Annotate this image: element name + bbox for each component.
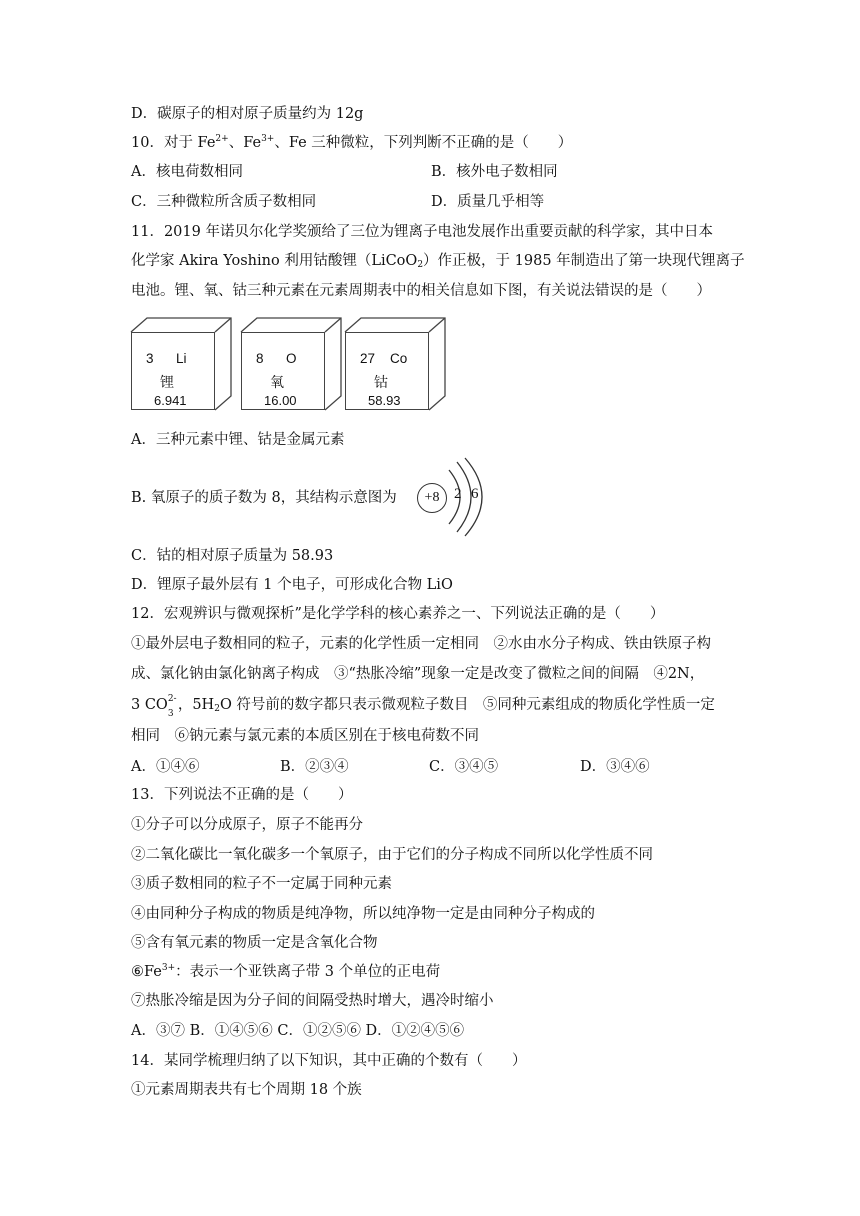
q10-option-b: B．核外电子数相同 <box>431 164 558 180</box>
q13-statement-7: ⑦热胀冷缩是因为分子间的间隔受热时增大，遇冷时缩小 <box>131 993 494 1009</box>
q12-option-a: A．①④⑥ <box>131 759 200 775</box>
q11-stem-line2: 化学家 Akira Yoshino 利用钴酸锂（LiCoO$_2$）作正极，于 1985 年制造出了第一块现代锂离子 <box>131 253 745 270</box>
q11-option-d: D．锂原子最外层有 1 个电子，可形成化合物 LiO <box>131 577 453 593</box>
element-symbol: Co <box>390 351 408 366</box>
nucleus-circle: +8 <box>417 483 447 513</box>
element-name: 钴 <box>374 375 388 391</box>
q11-option-c: C．钴的相对原子质量为 58.93 <box>131 548 334 564</box>
q13-options: A．③⑦ B．①④⑤⑥ C．①②⑤⑥ D．①②④⑤⑥ <box>131 1023 465 1039</box>
q13-statement-2: ②二氧化碳比一氧化碳多一个氧原子，由于它们的分子构成不同所以化学性质不同 <box>131 847 653 863</box>
element-symbol: O <box>286 351 297 366</box>
atomic-number: 27 <box>360 351 376 366</box>
atomic-mass: 58.93 <box>368 393 401 408</box>
shell1-electrons: 2 <box>454 486 462 502</box>
q13-statement-4: ④由同种分子构成的物质是纯净物，所以纯净物一定是由同种分子构成的 <box>131 906 595 922</box>
q10-option-d: D．质量几乎相等 <box>431 194 545 210</box>
element-name: 氧 <box>270 375 284 391</box>
q13-statement-3: ③质子数相同的粒子不一定属于同种元素 <box>131 876 392 892</box>
q14-stem: 14．某同学梳理归纳了以下知识，其中正确的个数有（ ） <box>131 1053 527 1069</box>
q13-statement-6: $⑥Fe^{3+}$：表示一个亚铁离子带 3 个单位的正电荷 <box>131 963 441 980</box>
q11-stem-line1: 11．2019 年诺贝尔化学奖颁给了三位为锂离子电池发展作出重要贡献的科学家，其中日本 <box>131 224 713 240</box>
q12-line2: 成、氯化钠由氯化钠离子构成 ③“热胀冷缩”现象一定是改变了微粒之间的间隔 ④2N， <box>131 666 705 682</box>
q10-option-c: C．三种微粒所含质子数相同 <box>131 194 317 210</box>
q10-stem: 10．对于 $Fe^{2+}$、$Fe^{3+}$、Fe 三种微粒，下列判断不正确的是（ ） <box>131 134 573 151</box>
q12-option-b: B．②③④ <box>280 759 349 775</box>
shell2-electrons: 6 <box>471 486 479 502</box>
q11-option-a: A．三种元素中锂、钴是金属元素 <box>131 432 345 448</box>
q12-option-c: C．③④⑤ <box>429 759 499 775</box>
q12-line3: 3 CO 2- 3 ，$5H_2O$ 符号前的数字都只表示微观粒子数目 ⑤同种元素组成的物质化学性质一定 <box>131 694 715 719</box>
q13-stem: 13．下列说法不正确的是（ ） <box>131 787 353 803</box>
q10-option-a: A．核电荷数相同 <box>131 164 243 180</box>
q13-statement-1: ①分子可以分成原子，原子不能再分 <box>131 817 363 833</box>
atomic-mass: 6.941 <box>154 393 187 408</box>
q11-option-b: B. 氧原子的质子数为 8，其结构示意图为 <box>131 490 397 506</box>
q13-statement-5: ⑤含有氧元素的物质一定是含氧化合物 <box>131 935 378 951</box>
element-name: 锂 <box>160 375 174 391</box>
q12-option-d: D．③④⑥ <box>580 759 650 775</box>
atomic-mass: 16.00 <box>264 393 297 408</box>
atomic-number: 3 <box>146 351 154 366</box>
q12-line4: 相同 ⑥钠元素与氯元素的本质区别在于核电荷数不同 <box>131 728 479 744</box>
element-symbol: Li <box>176 351 187 366</box>
q12-line1: ①最外层电子数相同的粒子，元素的化学性质一定相同 ②水由水分子构成、铁由铁原子构 <box>131 636 711 652</box>
q11-stem-line3: 电池。锂、氧、钴三种元素在元素周期表中的相关信息如下图，有关说法错误的是（ ） <box>131 283 711 299</box>
q12-stem: 12．宏观辨识与微观探析”是化学学科的核心素养之一、下列说法正确的是（ ） <box>131 606 665 622</box>
q14-statement-1: ①元素周期表共有七个周期 18 个族 <box>131 1082 362 1098</box>
q9-option-d: D．碳原子的相对原子质量约为 12g <box>131 106 364 122</box>
atomic-number: 8 <box>256 351 264 366</box>
